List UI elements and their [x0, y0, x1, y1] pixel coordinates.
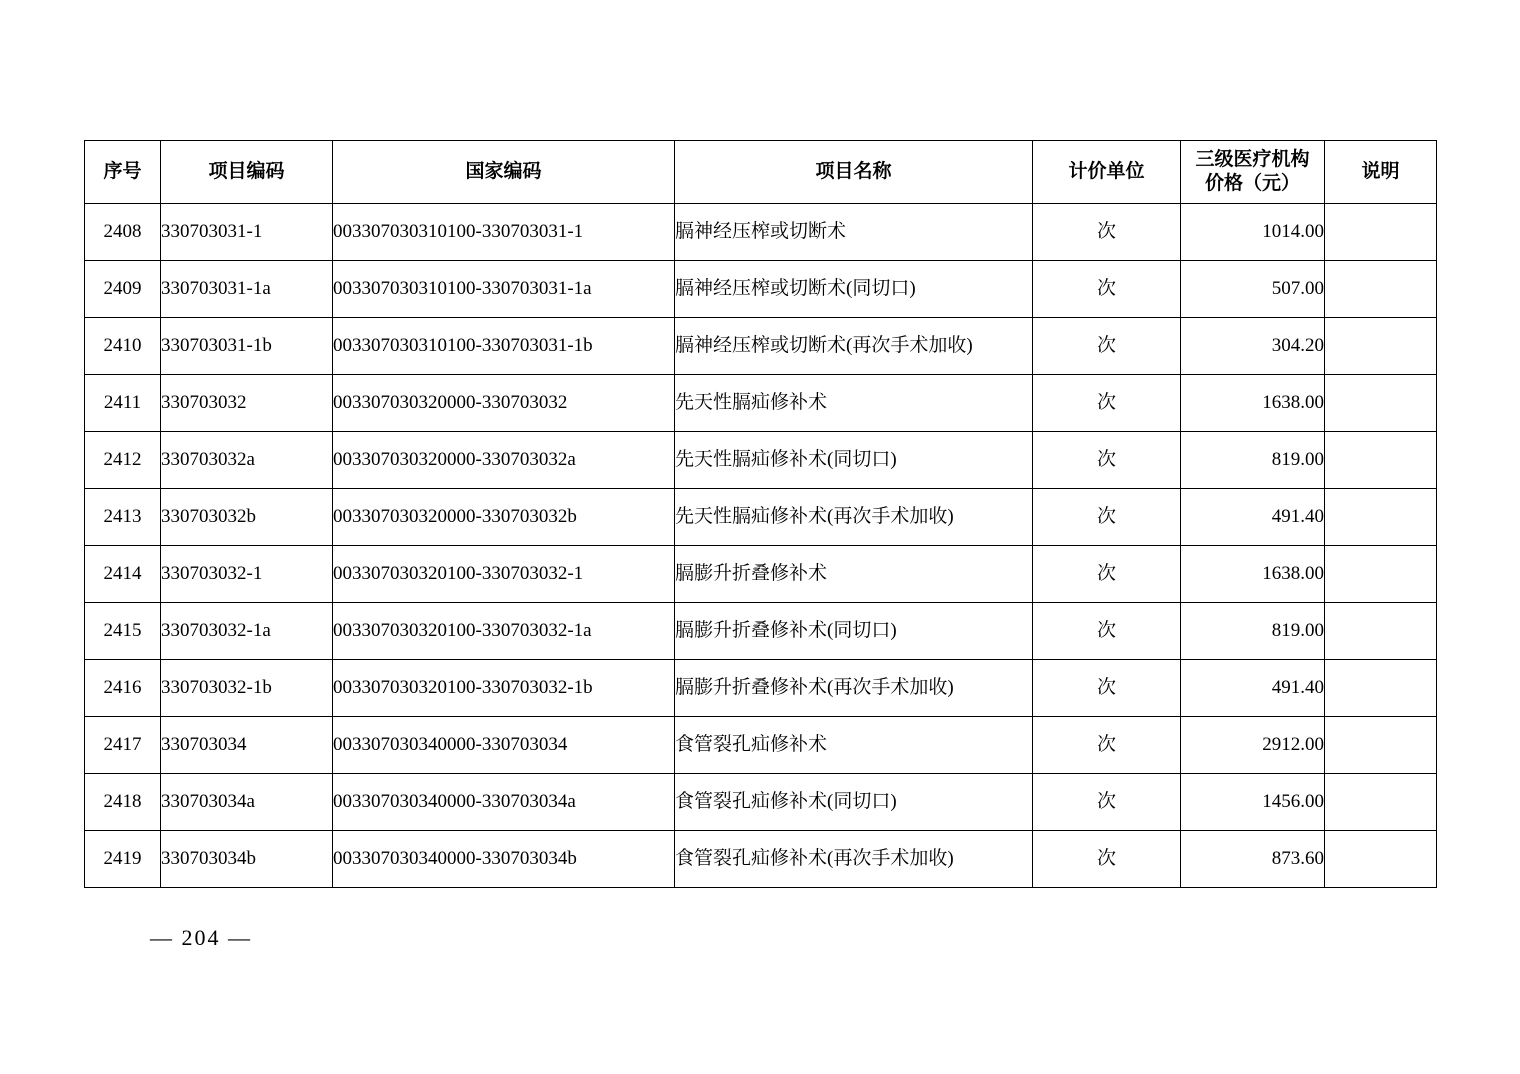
cell-item-code: 330703031-1a: [161, 261, 333, 318]
cell-item-code: 330703032-1a: [161, 603, 333, 660]
table-row: [85, 660, 1437, 717]
cell-item-name: 食管裂孔疝修补术(再次手术加收): [675, 831, 1033, 888]
cell-item-code: 330703034b: [161, 831, 333, 888]
cell-note: [1325, 546, 1437, 603]
cell-unit: 次: [1033, 774, 1181, 831]
cell-unit: 次: [1033, 261, 1181, 318]
cell-unit: 次: [1033, 432, 1181, 489]
cell-item-name: 食管裂孔疝修补术: [675, 717, 1033, 774]
table-row: [85, 204, 1437, 261]
cell-unit: 次: [1033, 717, 1181, 774]
cell-seq: 2418: [85, 774, 161, 831]
cell-item-code: 330703031-1: [161, 204, 333, 261]
cell-national-code: 003307030310100-330703031-1a: [333, 261, 675, 318]
cell-seq: 2417: [85, 717, 161, 774]
cell-seq: 2410: [85, 318, 161, 375]
cell-national-code: 003307030340000-330703034: [333, 717, 675, 774]
cell-note: [1325, 489, 1437, 546]
table-row: [85, 375, 1437, 432]
table-row: [85, 489, 1437, 546]
table-header-row: [85, 141, 1437, 204]
cell-seq: 2413: [85, 489, 161, 546]
cell-item-code: 330703032-1b: [161, 660, 333, 717]
cell-note: [1325, 774, 1437, 831]
cell-price: 1014.00: [1181, 204, 1325, 261]
cell-item-name: 先天性膈疝修补术: [675, 375, 1033, 432]
table-row: [85, 774, 1437, 831]
cell-item-name: 先天性膈疝修补术(再次手术加收): [675, 489, 1033, 546]
column-header-price-line1: 三级医疗机构: [1195, 149, 1310, 171]
cell-national-code: 003307030320100-330703032-1: [333, 546, 675, 603]
cell-item-code: 330703031-1b: [161, 318, 333, 375]
cell-item-code: 330703032: [161, 375, 333, 432]
column-header-item-code: 项目编码: [161, 141, 333, 204]
cell-national-code: 003307030340000-330703034a: [333, 774, 675, 831]
page-number: — 204 —: [150, 925, 252, 950]
cell-price: 1638.00: [1181, 375, 1325, 432]
table-row: [85, 717, 1437, 774]
cell-national-code: 003307030320100-330703032-1b: [333, 660, 675, 717]
cell-price: 507.00: [1181, 261, 1325, 318]
cell-unit: 次: [1033, 318, 1181, 375]
cell-national-code: 003307030340000-330703034b: [333, 831, 675, 888]
cell-price: 2912.00: [1181, 717, 1325, 774]
cell-price: 491.40: [1181, 660, 1325, 717]
column-header-price-line2: 价格（元）: [1204, 173, 1300, 194]
cell-note: [1325, 318, 1437, 375]
table-header: [85, 141, 1437, 204]
cell-unit: 次: [1033, 603, 1181, 660]
cell-item-name: 食管裂孔疝修补术(同切口): [675, 774, 1033, 831]
cell-national-code: 003307030310100-330703031-1b: [333, 318, 675, 375]
cell-item-code: 330703034a: [161, 774, 333, 831]
table-row: [85, 432, 1437, 489]
table-row: [85, 831, 1437, 888]
cell-seq: 2416: [85, 660, 161, 717]
cell-item-name: 膈神经压榨或切断术(同切口): [675, 261, 1033, 318]
column-header-price: [1181, 141, 1325, 204]
table-row: [85, 318, 1437, 375]
column-header-national-code: 国家编码: [333, 141, 675, 204]
cell-item-code: 330703032-1: [161, 546, 333, 603]
cell-note: [1325, 204, 1437, 261]
cell-national-code: 003307030320000-330703032a: [333, 432, 675, 489]
column-header-seq: 序号: [85, 141, 161, 204]
cell-unit: 次: [1033, 546, 1181, 603]
price-table-container: [84, 140, 1436, 888]
cell-unit: 次: [1033, 204, 1181, 261]
table-row: [85, 603, 1437, 660]
cell-seq: 2415: [85, 603, 161, 660]
cell-price: 491.40: [1181, 489, 1325, 546]
cell-note: [1325, 831, 1437, 888]
cell-seq: 2408: [85, 204, 161, 261]
cell-seq: 2412: [85, 432, 161, 489]
cell-unit: 次: [1033, 375, 1181, 432]
cell-note: [1325, 717, 1437, 774]
cell-national-code: 003307030320100-330703032-1a: [333, 603, 675, 660]
cell-item-name: 膈膨升折叠修补术(再次手术加收): [675, 660, 1033, 717]
column-header-note: 说明: [1325, 141, 1437, 204]
cell-price: 1638.00: [1181, 546, 1325, 603]
cell-item-code: 330703032a: [161, 432, 333, 489]
table-body: [85, 204, 1437, 888]
cell-price: 819.00: [1181, 603, 1325, 660]
table-row: [85, 261, 1437, 318]
cell-note: [1325, 375, 1437, 432]
cell-seq: 2409: [85, 261, 161, 318]
cell-unit: 次: [1033, 489, 1181, 546]
cell-national-code: 003307030320000-330703032b: [333, 489, 675, 546]
cell-note: [1325, 660, 1437, 717]
cell-price: 304.20: [1181, 318, 1325, 375]
cell-item-name: 膈膨升折叠修补术: [675, 546, 1033, 603]
cell-item-code: 330703034: [161, 717, 333, 774]
cell-unit: 次: [1033, 660, 1181, 717]
cell-note: [1325, 432, 1437, 489]
column-header-unit: 计价单位: [1033, 141, 1181, 204]
cell-item-name: 膈膨升折叠修补术(同切口): [675, 603, 1033, 660]
cell-price: 873.60: [1181, 831, 1325, 888]
cell-seq: 2419: [85, 831, 161, 888]
cell-note: [1325, 261, 1437, 318]
cell-item-name: 先天性膈疝修补术(同切口): [675, 432, 1033, 489]
column-header-item-name: 项目名称: [675, 141, 1033, 204]
cell-price: 819.00: [1181, 432, 1325, 489]
cell-price: 1456.00: [1181, 774, 1325, 831]
cell-national-code: 003307030320000-330703032: [333, 375, 675, 432]
cell-note: [1325, 603, 1437, 660]
cell-national-code: 003307030310100-330703031-1: [333, 204, 675, 261]
table-row: [85, 546, 1437, 603]
cell-item-name: 膈神经压榨或切断术(再次手术加收): [675, 318, 1033, 375]
cell-seq: 2414: [85, 546, 161, 603]
cell-unit: 次: [1033, 831, 1181, 888]
cell-item-code: 330703032b: [161, 489, 333, 546]
medical-price-table: [84, 140, 1437, 888]
cell-seq: 2411: [85, 375, 161, 432]
cell-item-name: 膈神经压榨或切断术: [675, 204, 1033, 261]
